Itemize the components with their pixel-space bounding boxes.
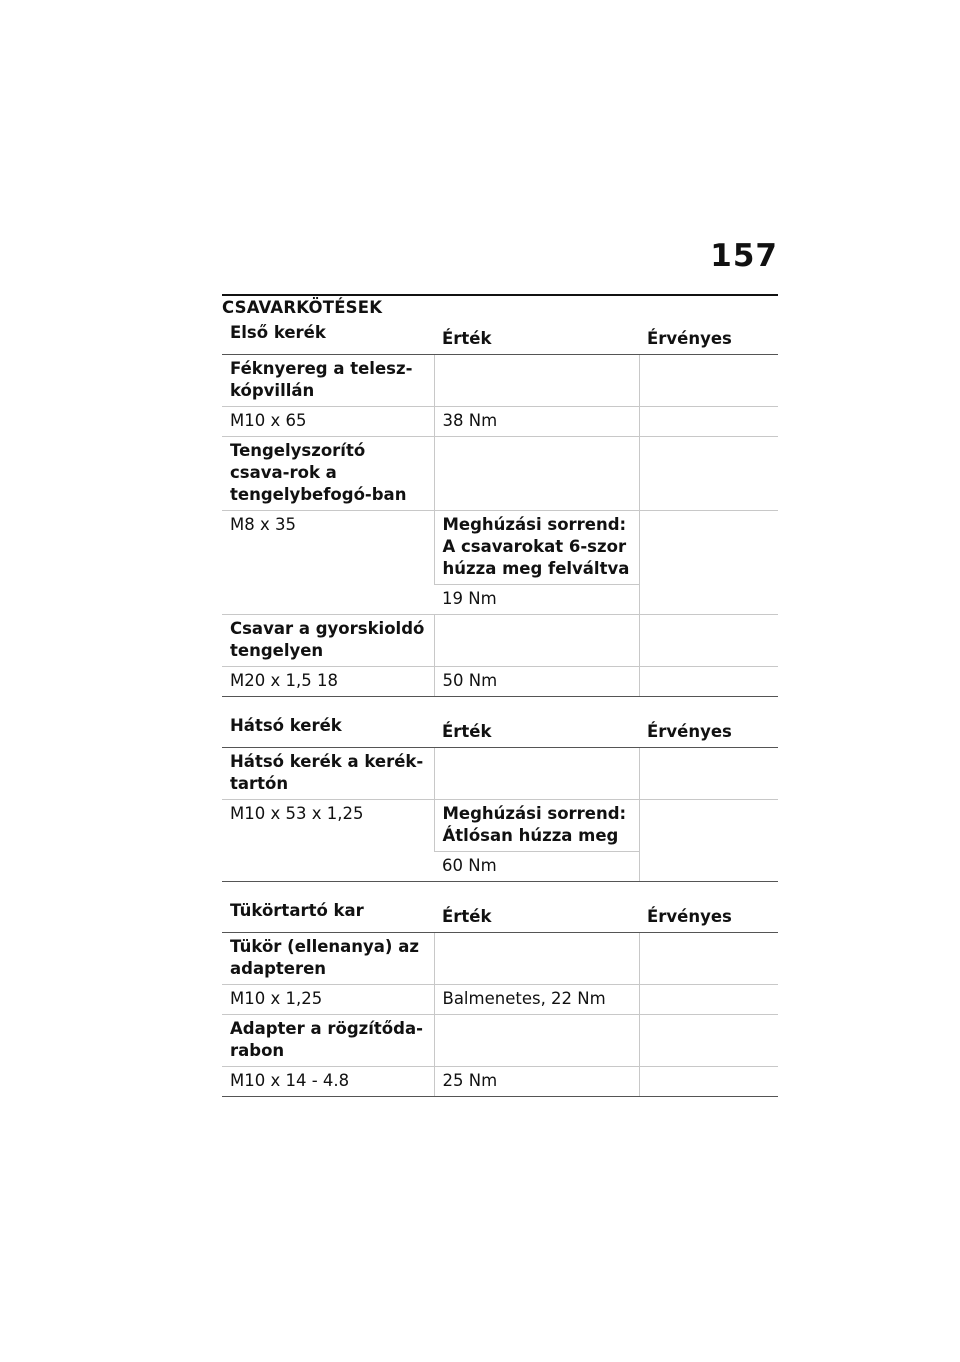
table-row — [222, 748, 778, 800]
empty-cell — [639, 985, 778, 1015]
empty-cell — [434, 748, 639, 800]
component-label: Hátsó kerék a kerék-tartón — [222, 748, 434, 800]
empty-cell — [639, 355, 778, 407]
bolt-spec: M20 x 1,5 18 — [222, 667, 434, 697]
torque-table-rear-wheel — [222, 715, 778, 882]
empty-cell — [639, 800, 778, 882]
torque-value: 38 Nm — [434, 407, 639, 437]
tightening-note: Meghúzási sorrend: Átlósan húzza meg — [434, 800, 639, 852]
table-header-row — [222, 322, 778, 355]
empty-cell — [639, 667, 778, 697]
bolt-spec: M10 x 53 x 1,25 — [222, 800, 434, 882]
section-rule — [222, 294, 778, 296]
table-row — [222, 355, 778, 407]
table-row — [222, 800, 778, 852]
table-row — [222, 407, 778, 437]
column-header-value: Érték — [434, 322, 639, 355]
torque-table-mirror-arm — [222, 900, 778, 1097]
empty-cell — [639, 407, 778, 437]
empty-cell — [434, 1015, 639, 1067]
table-row — [222, 1015, 778, 1067]
torque-value: 50 Nm — [434, 667, 639, 697]
section-title: CSAVARKÖTÉSEK — [222, 298, 383, 317]
table-row — [222, 1067, 778, 1097]
torque-value: 19 Nm — [434, 585, 639, 615]
bolt-spec: M10 x 65 — [222, 407, 434, 437]
empty-cell — [434, 615, 639, 667]
empty-cell — [639, 748, 778, 800]
torque-value: Balmenetes, 22 Nm — [434, 985, 639, 1015]
table-row — [222, 511, 778, 585]
empty-cell — [434, 355, 639, 407]
table-row — [222, 437, 778, 511]
empty-cell — [639, 1067, 778, 1097]
torque-value: 25 Nm — [434, 1067, 639, 1097]
component-label: Tükör (ellenanya) az adapteren — [222, 933, 434, 985]
component-label: Tengelyszorító csava-rok a tengelybefogó-ban — [222, 437, 434, 511]
tightening-note: Meghúzási sorrend: A csavarokat 6-szor húzza meg felváltva — [434, 511, 639, 585]
empty-cell — [639, 615, 778, 667]
table-row — [222, 985, 778, 1015]
empty-cell — [639, 437, 778, 511]
column-header-valid: Érvényes — [639, 322, 778, 355]
column-header-valid: Érvényes — [639, 715, 778, 748]
page-number: 157 — [710, 238, 778, 274]
table-row — [222, 933, 778, 985]
empty-cell — [639, 1015, 778, 1067]
column-header-value: Érték — [434, 715, 639, 748]
component-label: Csavar a gyorskioldó tengelyen — [222, 615, 434, 667]
table-row — [222, 615, 778, 667]
empty-cell — [639, 511, 778, 615]
component-label: Adapter a rögzítőda-rabon — [222, 1015, 434, 1067]
table-header-row — [222, 900, 778, 933]
empty-cell — [434, 933, 639, 985]
bolt-spec: M10 x 1,25 — [222, 985, 434, 1015]
component-label: Féknyereg a telesz-kópvillán — [222, 355, 434, 407]
torque-value: 60 Nm — [434, 852, 639, 882]
column-header-component: Hátsó kerék — [222, 715, 434, 748]
table-header-row — [222, 715, 778, 748]
empty-cell — [639, 933, 778, 985]
torque-table-front-wheel — [222, 322, 778, 697]
content — [222, 322, 778, 1097]
column-header-value: Érték — [434, 900, 639, 933]
column-header-valid: Érvényes — [639, 900, 778, 933]
bolt-spec: M10 x 14 - 4.8 — [222, 1067, 434, 1097]
column-header-component: Első kerék — [222, 322, 434, 355]
table-row — [222, 667, 778, 697]
empty-cell — [434, 437, 639, 511]
bolt-spec: M8 x 35 — [222, 511, 434, 615]
column-header-component: Tükörtartó kar — [222, 900, 434, 933]
